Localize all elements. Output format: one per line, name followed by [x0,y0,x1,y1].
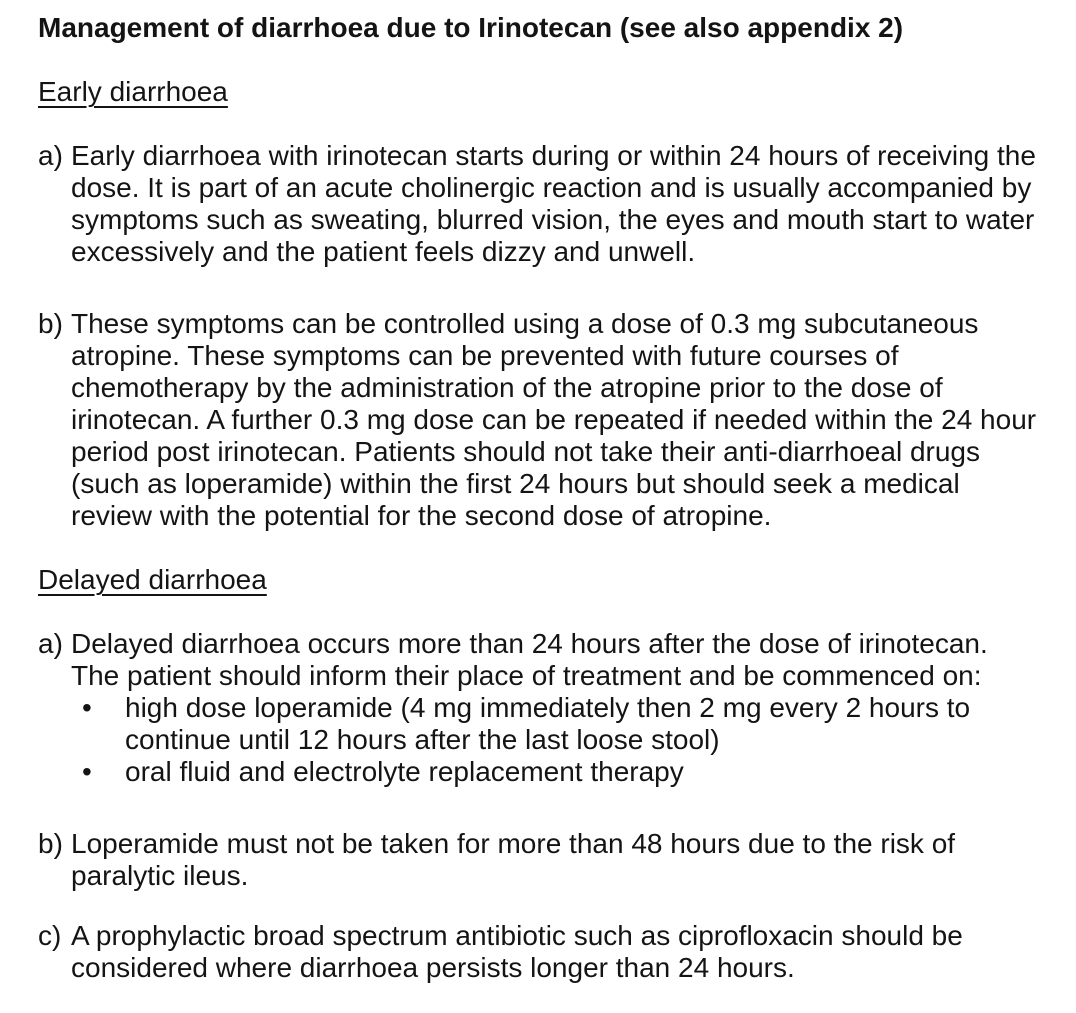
document-title: Management of diarrhoea due to Irinotecan (see also appendix 2) [38,12,904,43]
list-item-text: These symptoms can be controlled using a dose of 0.3 mg subcutaneous atropine. These symptoms can be prevented with future courses of chemotherapy by the administration of the atropine prior to the dose of irinotecan. A further 0.3 mg dose can be repeated if needed within the 24 hour period post irinotecan. Patients should not take their anti-diarrhoeal drugs (such as loperamide) within the first 24 hours but should seek a medical review with the potential for the second dose of atropine. [71,308,1037,531]
list-item-text: Early diarrhoea with irinotecan starts during or within 24 hours of receiving the dose. It is part of an acute cholinergic reaction and is usually accompanied by symptoms such as sweating, blurred vision, the eyes and mouth start to water excessively and the patient feels dizzy and unwell. [71,140,1036,267]
bullet-item [71,692,1042,756]
list-item [38,308,1076,532]
list-item [38,628,1076,788]
section-heading-delayed-diarrhoea: Delayed diarrhoea [38,564,267,595]
bullet-item [71,756,1042,788]
bullet-icon: • [82,756,92,787]
list-item [38,920,1076,984]
bullet-item-text: oral fluid and electrolyte replacement therapy [125,756,684,787]
list-item-marker: b) [38,828,63,859]
list-item-marker: b) [38,308,63,339]
list-item [38,828,1076,892]
bullet-icon: • [82,692,92,723]
list-item-text: Delayed diarrhoea occurs more than 24 hours after the dose of irinotecan. The patient should inform their place of treatment and be commenced on: [71,628,988,691]
list-item-text: A prophylactic broad spectrum antibiotic such as ciprofloxacin should be considered where diarrhoea persists longer than 24 hours. [71,920,963,983]
list-item-text: Loperamide must not be taken for more than 48 hours due to the risk of paralytic ileus. [71,828,956,891]
list-item-marker: a) [38,628,63,659]
list-item [38,140,1076,268]
list-item-body [71,628,1042,788]
bullet-list [71,692,1042,788]
bullet-item-text: high dose loperamide (4 mg immediately then 2 mg every 2 hours to continue until 12 hours after the last loose stool) [125,692,971,755]
list-item-marker: a) [38,140,63,171]
section-heading-early-diarrhoea: Early diarrhoea [38,76,228,107]
list-item-marker: c) [38,920,62,951]
